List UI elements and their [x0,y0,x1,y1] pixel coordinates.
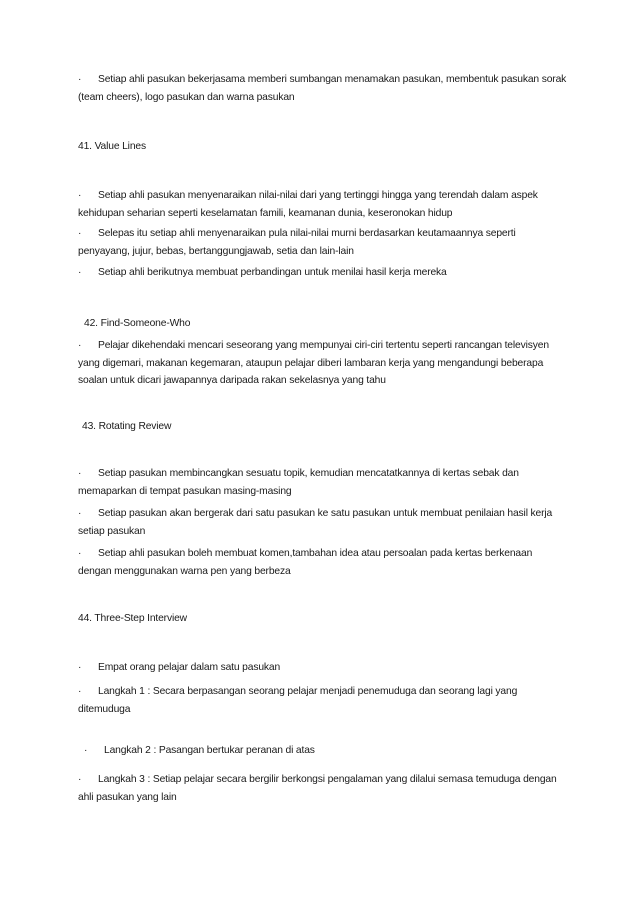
paragraph [78,771,568,806]
paragraph [78,545,568,580]
paragraph-text: Setiap pasukan akan bergerak dari satu pasukan ke satu pasukan untuk membuat penilaian hasil kerja setiap pasukan [78,508,553,537]
bullet: · [78,468,82,479]
paragraph [78,71,568,106]
paragraph-text: Empat orang pelajar dalam satu pasukan [98,662,281,673]
paragraph-text: Pelajar dikehendaki mencari seseorang yang mempunyai ciri-ciri tertentu seperti rancangan televisyen yang digemari, makanan kegemaran, ataupun pelajar diberi lambaran kerja yang mengandungi beberapa soalan untuk dicari jawapannya daripada rakan sekelasnya yang tahu [78,340,549,386]
paragraph-text: Setiap ahli pasukan menyenaraikan nilai-nilai dari yang tertinggi hingga yang terendah dalam aspek kehidupan seharian seperti keselamatan famili, keamanan dunia, keseronokan hidup [78,190,538,219]
paragraph-text: Setiap pasukan membincangkan sesuatu topik, kemudian mencatatkannya di kertas sebak dan memaparkan di tempat pasukan masing-masing [78,468,519,497]
paragraph-text: Langkah 3 : Setiap pelajar secara bergilir berkongsi pengalaman yang dilalui semasa temuduga dengan ahli pasukan yang lain [78,774,557,803]
bullet: · [78,686,82,697]
bullet: · [78,340,82,351]
paragraph [78,505,568,540]
paragraph [78,683,568,718]
paragraph [78,187,568,222]
paragraph [78,337,568,390]
paragraph-text: Selepas itu setiap ahli menyenaraikan pula nilai-nilai murni berdasarkan keutamaannya seperti penyayang, jujur, bebas, bertanggungjawab, setia dan lain-lain [78,228,516,257]
bullet: · [78,228,82,239]
paragraph-text: Setiap ahli berikutnya membuat perbandingan untuk menilai hasil kerja mereka [98,267,447,278]
bullet: · [78,190,82,201]
paragraph [78,659,568,677]
section-heading: 43. Rotating Review [82,421,172,432]
bullet: · [78,508,82,519]
paragraph-text: Langkah 2 : Pasangan bertukar peranan di atas [104,745,315,756]
paragraph [84,742,574,760]
bullet: · [78,74,82,85]
paragraph [78,264,568,282]
section-heading: 42. Find-Someone-Who [84,318,191,329]
bullet: · [78,774,82,785]
bullet: · [78,267,82,278]
bullet: · [78,548,82,559]
bullet: · [84,745,88,756]
section-heading: 41. Value Lines [78,141,146,152]
paragraph [78,465,568,500]
paragraph-text: Setiap ahli pasukan bekerjasama memberi sumbangan menamakan pasukan, membentuk pasukan sorak (team cheers), logo pasukan dan warna pasukan [78,74,567,103]
paragraph-text: Langkah 1 : Secara berpasangan seorang pelajar menjadi penemuduga dan seorang lagi yang ditemuduga [78,686,518,715]
section-heading: 44. Three-Step Interview [78,613,187,624]
paragraph [78,225,568,260]
bullet: · [78,662,82,673]
paragraph-text: Setiap ahli pasukan boleh membuat komen,tambahan idea atau persoalan pada kertas berkenaan dengan menggunakan warna pen yang berbeza [78,548,533,577]
